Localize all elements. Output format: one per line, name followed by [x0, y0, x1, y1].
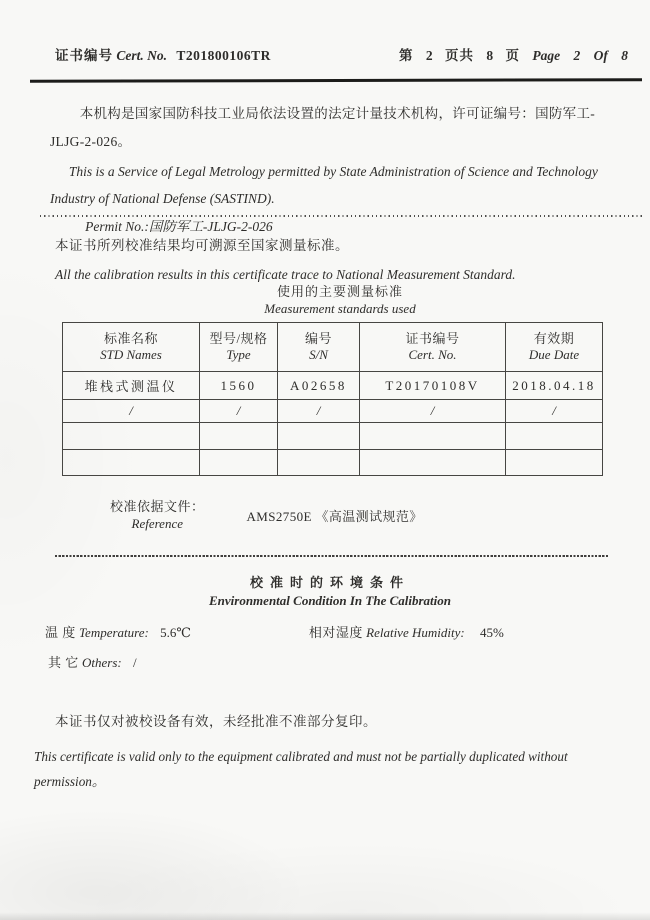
- page-seg3: 页: [505, 48, 521, 63]
- cell-sn: /: [278, 400, 360, 423]
- others-value: /: [132, 655, 137, 670]
- humidity-label-en: Relative Humidity:: [366, 625, 465, 640]
- page-number-line: [399, 44, 628, 64]
- traceability-cn: 本证书所列校准结果均可溯源至国家测量标准。: [55, 238, 349, 253]
- cell-std-name: [63, 423, 200, 450]
- cell-cert-no: [360, 450, 506, 476]
- temperature-value: 5.6℃: [160, 625, 191, 640]
- cell-due-date: [506, 450, 603, 476]
- cell-due-date: /: [506, 400, 603, 423]
- cell-type: 1560: [200, 372, 278, 400]
- reference-label: [110, 498, 205, 532]
- col-sn: [278, 323, 360, 372]
- col-type-en: Type: [226, 347, 251, 362]
- table-row: [63, 423, 603, 450]
- environment-row-1: [45, 622, 626, 641]
- col-std-names-cn: 标准名称: [103, 331, 158, 346]
- traceability-section: [55, 232, 626, 288]
- col-type: [200, 323, 278, 372]
- cell-sn: [278, 423, 360, 450]
- scan-edge-shadow: [0, 912, 650, 920]
- intro-cn: 本机构是国家国防科技工业局依法设置的法定计量技术机构，许可证编号：国防军工-JLJG-2-026。: [50, 106, 596, 149]
- page-num: 2: [425, 48, 433, 63]
- intro-section: [50, 100, 626, 240]
- col-cert-no-cn: 证书编号: [405, 331, 460, 346]
- cell-std-name: 堆栈式测温仪: [63, 372, 200, 400]
- standards-title-en: Measurement standards used: [264, 301, 416, 316]
- temperature-label-cn: 温 度: [45, 625, 76, 640]
- environment-title: [0, 574, 650, 609]
- cell-type: [200, 450, 278, 476]
- fine-dashed-divider: [55, 555, 608, 557]
- cell-type: [200, 423, 278, 450]
- others-label-en: Others:: [82, 655, 122, 670]
- reference-label-cn: 校准依据文件：: [110, 499, 205, 514]
- temperature-label-en: Temperature:: [79, 625, 149, 640]
- standards-title: [0, 283, 650, 317]
- cell-cert-no: [360, 423, 506, 450]
- validity-notice-cn: 本证书仅对被校设备有效，未经批准不准部分复印。: [55, 714, 377, 729]
- cert-label-en: Cert. No.: [116, 48, 167, 63]
- col-std-names: [63, 323, 200, 372]
- page-en: Page 2 Of 8: [532, 48, 628, 63]
- header-rule: [30, 78, 642, 83]
- traceability-en: All the calibration results in this certificate trace to National Measurement Standard.: [55, 267, 516, 282]
- col-cert-no-en: Cert. No.: [408, 347, 457, 362]
- cell-due-date: [506, 423, 603, 450]
- others-label-cn: 其 它: [48, 655, 79, 670]
- col-due-date-cn: 有效期: [533, 331, 575, 346]
- temperature-item: [45, 622, 191, 641]
- standards-title-cn: 使用的主要测量标准: [276, 284, 403, 299]
- cell-sn: A02658: [278, 372, 360, 400]
- reference-section: [110, 498, 423, 532]
- reference-value: AMS2750E 《高温测试规范》: [246, 508, 423, 524]
- table-row: [63, 450, 603, 476]
- page-seg2: 页共: [445, 48, 475, 63]
- cell-cert-no: T20170108V: [360, 372, 506, 400]
- page-total: 8: [486, 48, 494, 63]
- cert-label-cn: 证书编号: [55, 48, 113, 63]
- col-cert-no: [360, 323, 506, 372]
- col-due-date-en: Due Date: [528, 347, 580, 362]
- humidity-item: [309, 622, 504, 641]
- cert-number-line: [55, 44, 271, 64]
- col-due-date: [506, 323, 603, 372]
- validity-notice-en: This certificate is valid only to the equipment calibrated and must not be partially duplicated without permission。: [34, 749, 568, 789]
- environment-title-en: Environmental Condition In The Calibration: [208, 593, 451, 608]
- table-header-row: [63, 323, 603, 372]
- dotted-divider: [40, 215, 642, 217]
- cell-std-name: [63, 450, 200, 476]
- intro-en: This is a Service of Legal Metrology permitted by State Administration of Science and Technology Industry of National Defense (SASTIND).: [50, 164, 598, 206]
- permit-no: Permit No.:国防军工-JLJG-2-026: [85, 219, 273, 234]
- humidity-value: 45%: [479, 625, 504, 640]
- page-seg1: 第: [399, 48, 414, 63]
- col-sn-en: S/N: [309, 347, 328, 362]
- cell-cert-no: /: [360, 400, 506, 423]
- table-row: [63, 400, 603, 423]
- reference-label-en: Reference: [131, 516, 183, 531]
- cell-due-date: 2018.04.18: [506, 372, 603, 400]
- cell-sn: [278, 450, 360, 476]
- humidity-label-cn: 相对湿度: [308, 625, 363, 640]
- cell-std-name: /: [63, 400, 200, 423]
- environment-row-2: [48, 652, 137, 671]
- col-type-cn: 型号/规格: [209, 331, 268, 346]
- table-row: [63, 372, 603, 400]
- page-header: [55, 44, 628, 64]
- standards-table: [62, 322, 603, 476]
- environment-title-cn: 校准时的环境条件: [249, 575, 410, 590]
- cert-number: T201800106TR: [176, 48, 271, 63]
- col-std-names-en: STD Names: [100, 347, 162, 362]
- col-sn-cn: 编号: [304, 331, 332, 346]
- cell-type: /: [200, 400, 278, 423]
